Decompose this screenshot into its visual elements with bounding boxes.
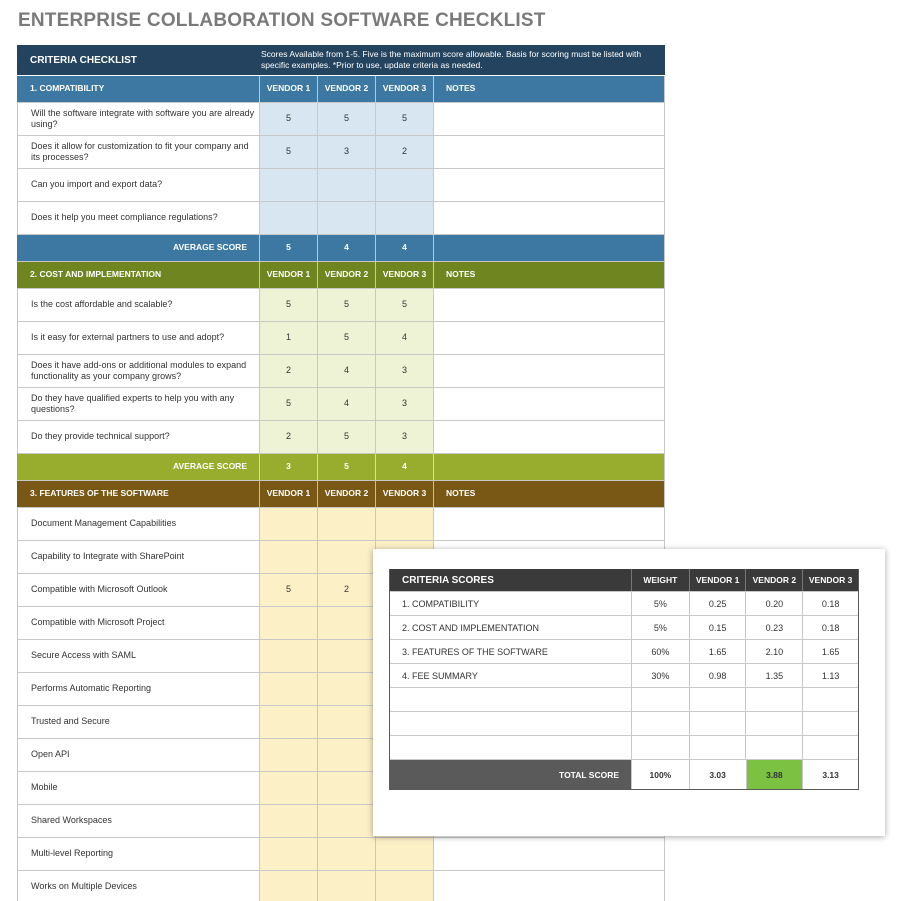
vendor-2-score-cell[interactable]: 5 [317,322,375,354]
question-text: Can you import and export data? [17,169,259,201]
question-text: Secure Access with SAML [17,640,259,672]
notes-cell[interactable] [433,289,665,321]
question-row [17,289,665,322]
vendor-3-score-cell[interactable]: 5 [375,103,433,135]
vendor-2-cell[interactable]: 0.23 [745,616,802,639]
page-title: ENTERPRISE COLLABORATION SOFTWARE CHECKLIST [18,10,546,31]
notes-cell[interactable] [433,838,665,870]
average-notes-cell [433,454,665,480]
question-text: Multi-level Reporting [17,838,259,870]
vendor-3-score-cell[interactable]: 5 [375,289,433,321]
question-text: Capability to Integrate with SharePoint [17,541,259,573]
notes-cell[interactable] [433,388,665,420]
question-text: Trusted and Secure [17,706,259,738]
checklist-title-row [17,45,665,76]
vendor-3-score-cell[interactable]: 3 [375,355,433,387]
section-title: 3. FEATURES OF THE SOFTWARE [30,488,169,499]
column-header-notes: NOTES [433,262,665,288]
vendor-2-score-cell[interactable] [317,673,375,705]
question-text: Compatible with Microsoft Outlook [17,574,259,606]
question-row [17,355,665,388]
vendor-2-score-cell[interactable] [317,739,375,771]
vendor-2-score-cell[interactable]: 5 [317,103,375,135]
criteria-score-row [390,640,858,664]
vendor-3-cell[interactable]: 1.13 [802,664,858,687]
vendor-3-score-cell[interactable]: 2 [375,136,433,168]
vendor-2-score-cell[interactable] [317,541,375,573]
question-row [17,169,665,202]
vendor-1-score-cell[interactable] [259,169,317,201]
vendor-1-score-cell[interactable] [259,805,317,837]
question-text: Does it allow for customization to fit your company and its processes? [17,136,259,168]
vendor-2-score-cell[interactable] [317,706,375,738]
criteria-cell[interactable]: 4. FEE SUMMARY [402,670,478,681]
column-header-vendor-1: VENDOR 1 [259,481,317,507]
vendor-1-cell[interactable]: 1.65 [689,640,746,663]
criteria-cell[interactable] [390,736,631,759]
question-row [17,103,665,136]
vendor-2-score-cell[interactable]: 5 [317,421,375,453]
section-2 [17,262,665,481]
vendor-1-cell[interactable]: 0.25 [689,592,746,615]
vendor-3-score-cell[interactable] [375,169,433,201]
criteria-cell[interactable] [390,688,631,711]
section-1 [17,76,665,262]
question-row [17,202,665,235]
weight-cell[interactable]: 5% [631,592,689,615]
section-header-row [17,481,665,508]
vendor-1-score-cell[interactable] [259,871,317,901]
weight-cell[interactable] [631,688,689,711]
question-text: Does it help you meet compliance regulations? [17,202,259,234]
notes-cell[interactable] [433,169,665,201]
vendor-1-score-cell[interactable]: 2 [259,355,317,387]
total-vendor-2: 3.88 [746,760,803,789]
vendor-2-score-cell[interactable] [317,838,375,870]
column-header-vendor-2: VENDOR 2 [317,76,375,102]
vendor-1-score-cell[interactable]: 1 [259,322,317,354]
question-row [17,421,665,454]
vendor-2-score-cell[interactable] [317,169,375,201]
vendor-1-score-cell[interactable] [259,838,317,870]
average-notes-cell [433,235,665,261]
vendor-1-score-cell[interactable] [259,202,317,234]
vendor-3-cell[interactable]: 0.18 [802,616,858,639]
vendor-2-cell[interactable]: 1.35 [745,664,802,687]
question-row [17,322,665,355]
vendor-2-score-cell[interactable] [317,871,375,901]
criteria-score-row [390,616,858,640]
vendor-1-score-cell[interactable] [259,739,317,771]
header-vendor-2: VENDOR 2 [745,569,802,591]
total-weight: 100% [631,760,689,789]
vendor-3-cell[interactable]: 0.18 [802,592,858,615]
header-weight: WEIGHT [631,569,689,591]
vendor-1-score-cell[interactable]: 5 [259,388,317,420]
vendor-1-cell[interactable] [689,736,746,759]
weight-cell[interactable]: 5% [631,616,689,639]
question-row [17,871,665,901]
question-text: Will the software integrate with software you are already using? [17,103,259,135]
vendor-3-score-cell[interactable]: 3 [375,421,433,453]
column-header-vendor-1: VENDOR 1 [259,76,317,102]
vendor-3-score-cell[interactable]: 4 [375,322,433,354]
total-vendor-3: 3.13 [802,760,858,789]
vendor-2-average: 5 [317,454,375,480]
vendor-1-score-cell[interactable]: 5 [259,136,317,168]
criteria-cell[interactable]: 2. COST AND IMPLEMENTATION [402,622,540,633]
vendor-1-score-cell[interactable]: 2 [259,421,317,453]
vendor-2-cell[interactable] [745,688,802,711]
column-header-vendor-3: VENDOR 3 [375,262,433,288]
vendor-2-score-cell[interactable]: 4 [317,355,375,387]
column-header-vendor-2: VENDOR 2 [317,262,375,288]
vendor-2-score-cell[interactable] [317,640,375,672]
notes-cell[interactable] [433,355,665,387]
section-title: 1. COMPATIBILITY [30,83,105,94]
question-text: Do they provide technical support? [17,421,259,453]
criteria-scores-panel [373,549,885,836]
criteria-score-row [390,712,858,736]
criteria-score-row [390,736,858,760]
notes-cell[interactable] [433,202,665,234]
criteria-score-row [390,688,858,712]
average-score-label: AVERAGE SCORE [173,242,247,253]
criteria-checklist-label: CRITERIA CHECKLIST [30,54,137,66]
total-score-label: TOTAL SCORE [390,760,631,789]
vendor-1-cell[interactable]: 0.98 [689,664,746,687]
vendor-3-average: 4 [375,235,433,261]
section-header-row [17,76,665,103]
vendor-3-score-cell[interactable]: 3 [375,388,433,420]
notes-cell[interactable] [433,103,665,135]
vendor-3-score-cell[interactable] [375,508,433,540]
average-score-row [17,454,665,481]
vendor-3-cell[interactable] [802,688,858,711]
vendor-1-score-cell[interactable] [259,640,317,672]
vendor-3-score-cell[interactable] [375,838,433,870]
question-text: Is it easy for external partners to use and adopt? [17,322,259,354]
vendor-2-score-cell[interactable] [317,508,375,540]
vendor-2-score-cell[interactable]: 2 [317,574,375,606]
question-text: Document Management Capabilities [17,508,259,540]
vendor-1-score-cell[interactable] [259,508,317,540]
criteria-scores-table [389,569,859,790]
question-text: Open API [17,739,259,771]
scoring-instructions: Scores Available from 1-5. Five is the maximum score allowable. Basis for scoring must be listed with specific examples. *Prior to use, update criteria as needed. [261,49,642,70]
question-text: Shared Workspaces [17,805,259,837]
column-header-vendor-3: VENDOR 3 [375,481,433,507]
vendor-1-score-cell[interactable]: 5 [259,574,317,606]
average-score-label: AVERAGE SCORE [173,461,247,472]
header-vendor-1: VENDOR 1 [689,569,746,591]
question-text: Performs Automatic Reporting [17,673,259,705]
question-row [17,388,665,421]
question-row [17,508,665,541]
column-header-notes: NOTES [433,481,665,507]
criteria-scores-header-row [390,569,858,592]
question-text: Do they have qualified experts to help you with any questions? [17,388,259,420]
column-header-vendor-2: VENDOR 2 [317,481,375,507]
total-score-row [390,760,858,790]
vendor-2-score-cell[interactable]: 5 [317,289,375,321]
vendor-3-score-cell[interactable] [375,871,433,901]
question-text: Compatible with Microsoft Project [17,607,259,639]
vendor-1-score-cell[interactable] [259,607,317,639]
notes-cell[interactable] [433,136,665,168]
question-row [17,136,665,169]
vendor-2-score-cell[interactable]: 3 [317,136,375,168]
vendor-2-score-cell[interactable] [317,607,375,639]
criteria-cell[interactable]: 1. COMPATIBILITY [402,598,480,609]
vendor-1-cell[interactable]: 0.15 [689,616,746,639]
vendor-2-score-cell[interactable] [317,772,375,804]
weight-cell[interactable]: 60% [631,640,689,663]
question-text: Does it have add-ons or additional modules to expand functionality as your company grows? [17,355,259,387]
vendor-2-cell[interactable] [745,712,802,735]
vendor-2-cell[interactable] [745,736,802,759]
header-vendor-3: VENDOR 3 [802,569,858,591]
vendor-1-score-cell[interactable] [259,541,317,573]
weight-cell[interactable] [631,736,689,759]
vendor-1-score-cell[interactable]: 5 [259,289,317,321]
vendor-1-score-cell[interactable] [259,673,317,705]
criteria-cell[interactable] [390,712,631,735]
section-title: 2. COST AND IMPLEMENTATION [30,269,162,280]
vendor-1-cell[interactable] [689,688,746,711]
vendor-3-score-cell[interactable] [375,202,433,234]
vendor-2-cell[interactable]: 2.10 [745,640,802,663]
column-header-notes: NOTES [433,76,665,102]
vendor-2-cell[interactable]: 0.20 [745,592,802,615]
vendor-2-score-cell[interactable] [317,202,375,234]
vendor-1-average: 3 [259,454,317,480]
vendor-1-average: 5 [259,235,317,261]
notes-cell[interactable] [433,322,665,354]
header-criteria: CRITERIA SCORES [402,574,494,586]
column-header-vendor-1: VENDOR 1 [259,262,317,288]
question-text: Works on Multiple Devices [17,871,259,901]
vendor-2-score-cell[interactable] [317,805,375,837]
question-row [17,838,665,871]
question-text: Mobile [17,772,259,804]
notes-cell[interactable] [433,421,665,453]
weight-cell[interactable]: 30% [631,664,689,687]
notes-cell[interactable] [433,508,665,540]
vendor-2-average: 4 [317,235,375,261]
column-header-vendor-3: VENDOR 3 [375,76,433,102]
criteria-score-row [390,664,858,688]
criteria-cell[interactable]: 3. FEATURES OF THE SOFTWARE [402,646,548,657]
criteria-score-row [390,592,858,616]
vendor-3-average: 4 [375,454,433,480]
vendor-1-cell[interactable] [689,712,746,735]
vendor-3-cell[interactable]: 1.65 [802,640,858,663]
question-text: Is the cost affordable and scalable? [17,289,259,321]
total-vendor-1: 3.03 [689,760,746,789]
vendor-3-cell[interactable] [802,736,858,759]
vendor-2-score-cell[interactable]: 4 [317,388,375,420]
weight-cell[interactable] [631,712,689,735]
vendor-3-cell[interactable] [802,712,858,735]
average-score-row [17,235,665,262]
vendor-1-score-cell[interactable] [259,772,317,804]
vendor-1-score-cell[interactable] [259,706,317,738]
notes-cell[interactable] [433,871,665,901]
section-header-row [17,262,665,289]
vendor-1-score-cell[interactable]: 5 [259,103,317,135]
